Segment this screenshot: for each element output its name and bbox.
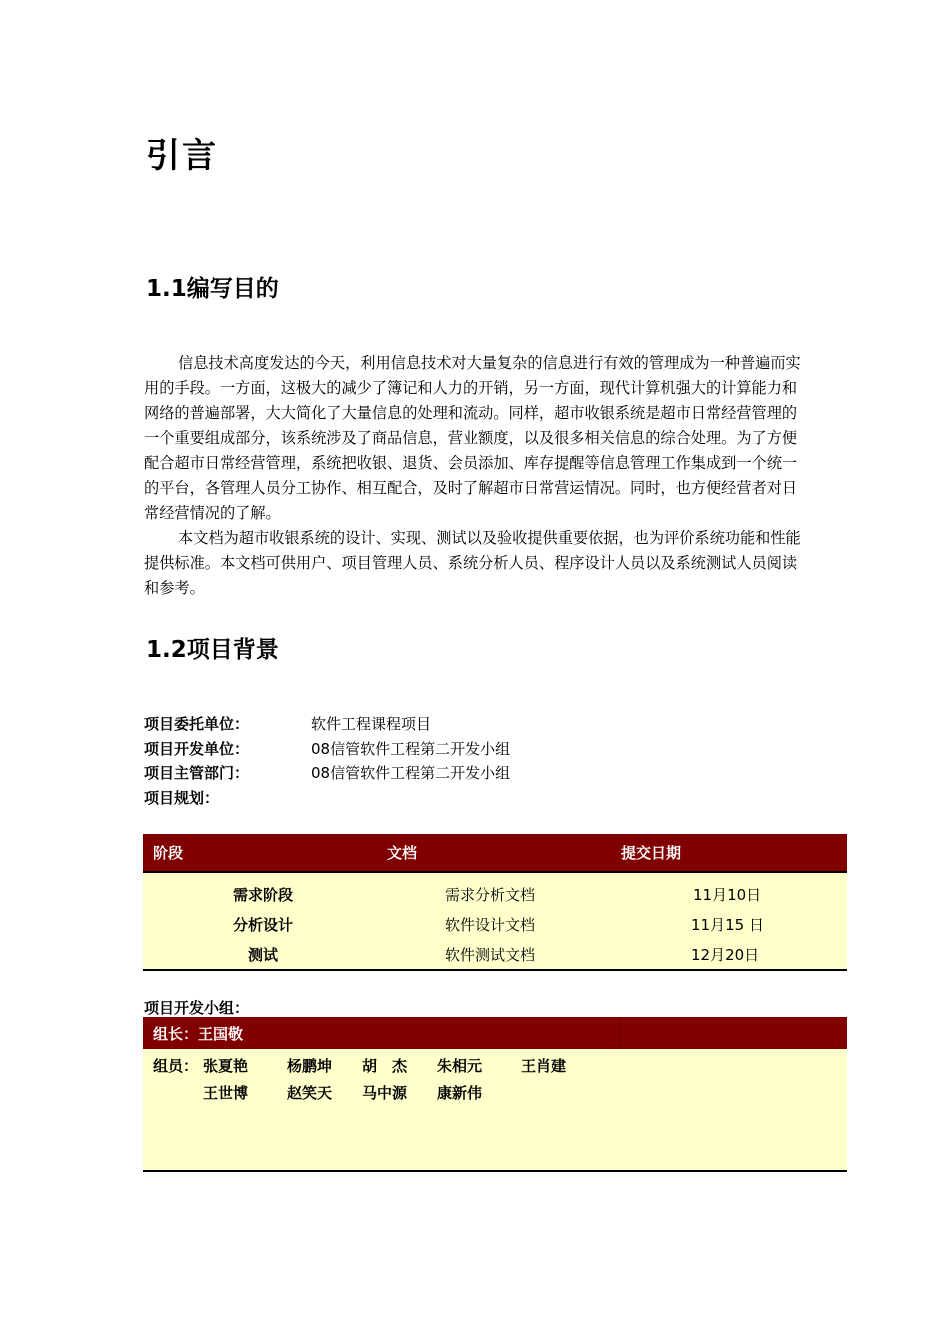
date-cell: 11月15 日 xyxy=(691,915,764,934)
info-value: 08信管软件工程第二开发小组 xyxy=(311,739,511,758)
date-cell: 11月10日 xyxy=(693,885,762,904)
info-label: 项目委托单位： xyxy=(144,715,250,733)
paragraph-purpose-2: 本文档为超市收银系统的设计、实现、测试以及验收提供重要依据，也为评价系统功能和性能提供标准。本文档可供用户、项目管理人员、系统分析人员、程序设计人员以及系统测试人员阅读和参考。 xyxy=(144,529,801,597)
info-value: 08信管软件工程第二开发小组 xyxy=(311,764,511,782)
phase-cell: 分析设计 xyxy=(232,915,293,934)
team-member: 朱相元 xyxy=(437,1057,483,1075)
team-title: 项目开发小组： xyxy=(144,999,250,1017)
paragraph-purpose-1: 信息技术高度发达的今天，利用信息技术对大量复杂的信息进行有效的管理成为一种普遍而实用的手段。一方面，这极大的减少了簿记和人力的开销，另一方面，现代计算机强大的计算能力和网络的普遍部署，大大简化了大量信息的处理和流动。同样，超市收银系统是超市日常经营管理的一个重要组成部分，该系统涉及了商品信息，营业额度，以及很多相关信息的综合处理。为了方便配合超市日常经营管理，系统把收银、退货、会员添加、库存提醒等信息管理工作集成到一个统一的平台，各管理人员分工协作、相互配合，及时了解超市日常营运情况。同时，也方便经营者对日常经营情况的了解。 xyxy=(144,354,801,522)
info-value: 软件工程课程项目 xyxy=(311,715,432,733)
team-member: 杨鹏坤 xyxy=(287,1057,333,1075)
project-plan-table xyxy=(143,834,847,971)
team-leader: 组长：王国敬 xyxy=(153,1025,244,1043)
table-header-row xyxy=(143,834,847,872)
team-member: 胡 杰 xyxy=(362,1057,408,1075)
document-cell: 需求分析文档 xyxy=(445,885,536,904)
team-header xyxy=(143,1017,847,1049)
section-heading-background: 1.2项目背景 xyxy=(146,637,279,663)
table-row xyxy=(143,939,847,970)
header-divider xyxy=(619,1017,620,1049)
team-member: 康新伟 xyxy=(437,1084,483,1102)
section-heading-purpose: 1.1编写目的 xyxy=(146,276,279,302)
info-label: 项目主管部门： xyxy=(144,764,250,782)
document-cell: 软件设计文档 xyxy=(445,915,536,934)
column-header-date: 提交日期 xyxy=(617,834,847,872)
team-member: 赵笑天 xyxy=(287,1084,333,1102)
project-info-plan xyxy=(144,786,510,811)
column-header-document: 文档 xyxy=(383,834,617,872)
team-table xyxy=(143,1017,847,1172)
team-member: 王世博 xyxy=(203,1084,249,1102)
document-cell: 软件测试文档 xyxy=(383,939,617,970)
phase-cell: 测试 xyxy=(143,939,383,970)
info-label: 项目开发单位： xyxy=(144,739,250,758)
table-row xyxy=(143,872,847,909)
phase-cell: 需求阶段 xyxy=(232,885,293,904)
project-info-department xyxy=(144,761,510,786)
team-member: 王肖建 xyxy=(521,1057,567,1075)
project-info-list xyxy=(144,712,510,810)
page-title: 引言 xyxy=(146,136,218,176)
info-label: 项目规划： xyxy=(144,788,220,807)
column-header-phase: 阶段 xyxy=(143,834,383,872)
project-info-developer xyxy=(144,737,510,762)
table-row xyxy=(143,909,847,939)
team-member: 马中源 xyxy=(362,1084,408,1102)
date-cell: 12月20日 xyxy=(617,939,847,970)
members-label: 组员： xyxy=(153,1057,199,1075)
team-member: 张夏艳 xyxy=(203,1057,249,1075)
project-info-client xyxy=(144,712,510,737)
